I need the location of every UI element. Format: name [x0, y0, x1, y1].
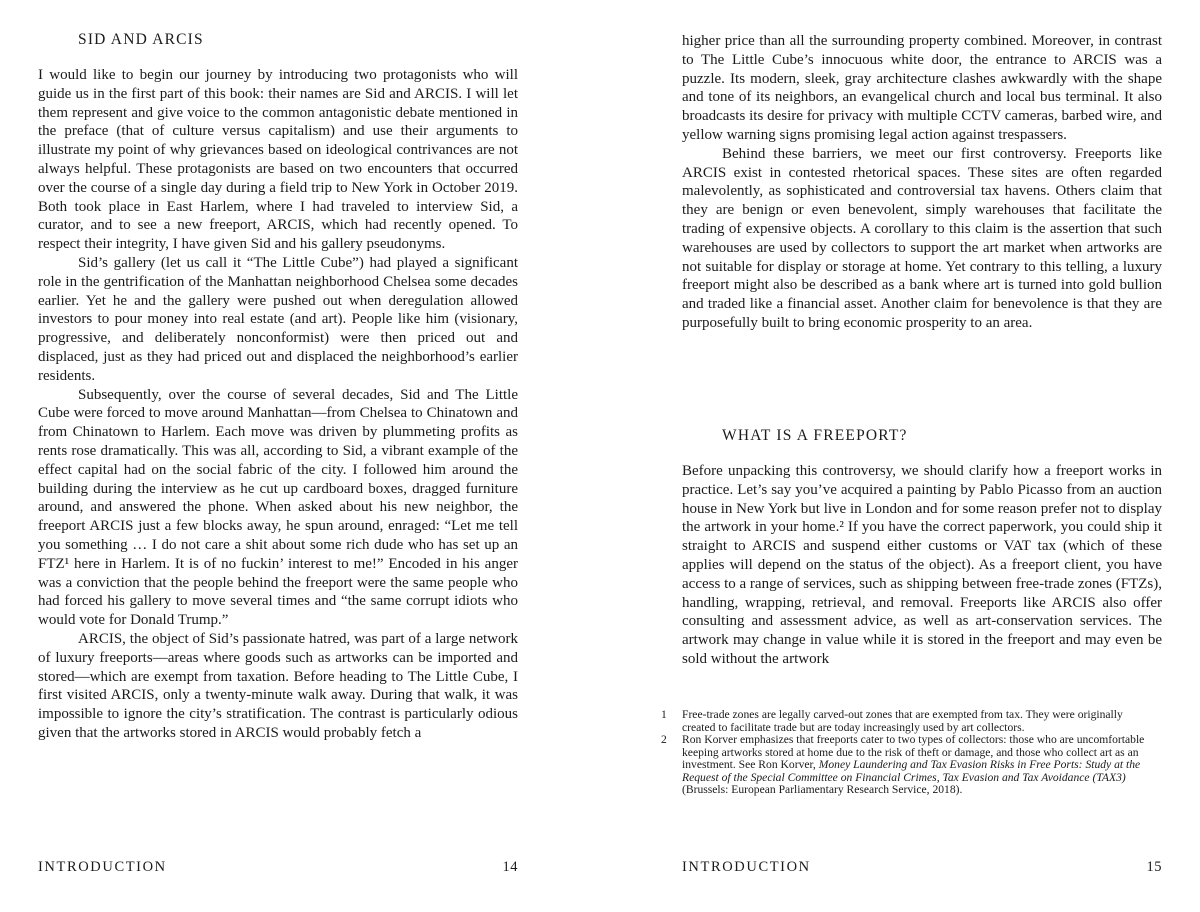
- page-14: [38, 0, 518, 912]
- footnotes: [661, 708, 1154, 797]
- page-14-footer: [38, 859, 518, 876]
- page-15-body-top: [682, 32, 1162, 426]
- running-head: INTRODUCTION: [682, 859, 811, 875]
- page-15-body-bottom: [682, 462, 1162, 708]
- paragraph: ARCIS, the object of Sid’s passionate hatred, was part of a large network of luxury freeports—areas where goods such as artworks can be imported and stored—which are exempt from taxation. Before heading to The Little Cube, I first visited ARCIS, only a twenty-minute walk away. During that walk, it was impossible to ignore the city’s stratification. The contrast is particularly odious given that the artworks stored in ARCIS would probably fetch a: [38, 630, 518, 741]
- page-number: 14: [502, 859, 518, 875]
- section-heading-what-is-a-freeport: WHAT IS A FREEPORT?: [722, 427, 908, 444]
- page-15: [661, 0, 1162, 912]
- page-14-body: [38, 66, 518, 860]
- footnote-1-text: Free-trade zones are legally carved-out zones that are exempted from tax. They were originally created to facilitate trade but are today increasingly used by art collectors.: [682, 708, 1123, 734]
- footnote-2-text-roman-lead: Ron Korver emphasizes that freeports cater to two types of collectors: those who are uncomfortable keeping artworks stored at home due to the risk of theft or damage, and those who collect art as an investment. See Ron Korver,: [682, 733, 1145, 771]
- paragraph: Behind these barriers, we meet our first controversy. Freeports like ARCIS exist in contested rhetorical spaces. These sites are often regarded malevolently, as sophisticated and controversial tax havens. Others claim that they are benign or even benevolent, simply warehouses that facilitate the trading of expensive objects. A corollary to this claim is the assertion that such warehouses are used by collectors to support the art market when artworks are not suitable for display or storage at home. Yet contrary to this telling, a luxury freeport might also be described as a bank where art is turned into gold bullion and traded like a financial asset. Another claim for benevolence is that they are purposefully built to bring economic prosperity to an area.: [682, 145, 1162, 331]
- page-number: 15: [1146, 859, 1162, 875]
- footnote-2-number: 2: [661, 733, 667, 746]
- paragraph: Sid’s gallery (let us call it “The Little Cube”) had played a significant role in the gentrification of the Manhattan neighborhood Chelsea some decades earlier. Yet he and the gallery were pushed out when deregulation allowed investors to pour money into real estate (and art). People like him (visionary, progressive, and deliberately nonconformist) were then priced out and displaced, just as they had priced out and displaced the neighborhood’s earlier residents.: [38, 254, 518, 384]
- paragraph: Subsequently, over the course of several decades, Sid and The Little Cube were forced to move around Manhattan—from Chelsea to Chinatown and from Chinatown to Harlem. Each move was driven by plummeting profits as rents rose dramatically. This was all, according to Sid, a vibrant example of the effect capital had on the social fabric of the city. I followed him around the building during the interview as he cut up cardboard boxes, dragged furniture around, and answered the phone. When asked about his new neighbor, the freeport ARCIS just a few blocks away, he spun around, enraged: “Let me tell you something … I do not care a shit about some rich dude who has set up an FTZ¹ here in Harlem. It is of no fuckin’ interest to me!” Encoded in his anger was a conviction that the people behind the freeport were the same people who had forced his gallery to move several times and “the same corrupt idiots who would vote for Donald Trump.”: [38, 386, 518, 629]
- running-head: INTRODUCTION: [38, 859, 167, 875]
- page-15-footer: [682, 859, 1162, 876]
- paragraph-opening: I would like to begin our journey by introducing two protagonists who will guide us in the first part of this book: their names are Sid and ARCIS. I will let them represent and give voice to the common antagonistic debate mentioned in the preface (that of culture versus capitalism) and use their arguments to illustrate my point of why grievances based on ideological contrivances are not always helpful. These protagonists are based on two encounters that occurred over the course of a single day during a field trip to New York in October 2019. Both took place in East Harlem, where I had traveled to interview Sid, a curator, and to see a new freeport, ARCIS, which had recently opened. To respect their integrity, I have given Sid and his gallery pseudonyms.: [38, 67, 518, 253]
- footnote-1-number: 1: [661, 708, 667, 721]
- footnote-2-text-roman-tail: (Brussels: European Parliamentary Research Service, 2018).: [682, 783, 963, 796]
- paragraph-opening: Before unpacking this controversy, we should clarify how a freeport works in practice. Let’s say you’ve acquired a painting by Pablo Picasso from an auction house in New York but live in London and for some reason prefer not to display the artwork in your home.² If you have the correct paperwork, you could ship it straight to ARCIS and suspend either customs or VAT tax (which of these applies will depend on the status of the object). As a freeport client, you have access to a range of services, such as shipping between free-trade zones (FTZs), handling, wrapping, retrieval, and removal. Freeports like ARCIS also offer consulting and assessment advice, as well as art-conservation services. The artwork may change in value while it is stored in the freeport and may even be sold without the artwork: [682, 463, 1162, 667]
- section-heading-sid-and-arcis: SID AND ARCIS: [78, 31, 204, 48]
- footnote-1: [661, 708, 1154, 734]
- footnote-2-text: [682, 733, 1144, 796]
- paragraph-continuation: higher price than all the surrounding property combined. Moreover, in contrast to The Little Cube’s innocuous white door, the entrance to ARCIS was a puzzle. Its modern, sleek, gray architecture clashes awkwardly with the shape and tone of its neighbors, an evangelical church and local bus terminal. It also broadcasts its desire for privacy with multiple CCTV cameras, barbed wire, and yellow warning signs promising legal action against trespassers.: [682, 33, 1162, 143]
- footnote-2-cited-title: Money Laundering and Tax Evasion Risks in Free Ports: Study at the Request of the Special Committee on Financial Crimes, Tax Evasion and Tax Avoidance (TAX3): [682, 758, 1141, 784]
- footnote-2: [661, 733, 1154, 797]
